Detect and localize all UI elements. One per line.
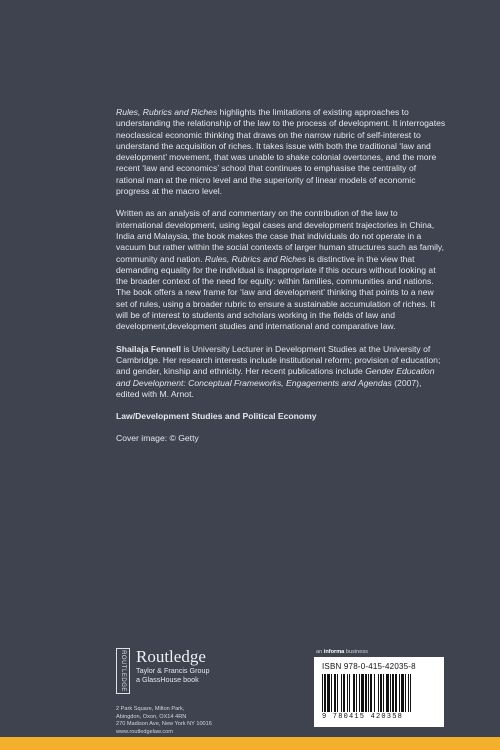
barcode-digits: 9 780415 420358 (322, 713, 404, 721)
book-title-inline: Rules, Rubrics and Riches (204, 253, 307, 264)
author-bio-text: is University Lecturer in Development Studies at the University of Cambridge. Her research interests include institutional reform; provision of education; and gender, kinship and ethnicity. Her recent publications include (116, 343, 441, 377)
author-bio (116, 344, 446, 400)
routledge-logo (116, 648, 212, 694)
informa-prefix: an (316, 649, 324, 655)
blurb-paragraph-1 (116, 107, 446, 197)
publisher-address (116, 706, 212, 736)
subject-category: Law/Development Studies and Political Economy (116, 411, 317, 422)
publisher-name: Routledge (136, 647, 206, 666)
blurb-text: Written as an analysis of and commentary on the contribution of the law to international development, using legal cases and development trajectories in China, India and Malaysia, the book makes the case that individuals do not operate in a vacuum but rather within the social contexts of larger human structures such as family, community and nation. (116, 208, 444, 264)
book-title-inline: Rules, Rubrics and Riches (116, 107, 218, 117)
blurb-text: is distinctive in the view that demanding equality for the individual is inappropriate if this occurs without looking at the broader context of the need for equity: within families, communities and nations. The book offers a new frame for ‘law and development’ thinking that points to a new set of rules, using a broader rubric to ensure a sustainable accumulation of riches. It will be of interest to students and scholars working in the fields of law and development,development studies and international and comparative law. (116, 253, 436, 332)
author-bio-text: (2007), edited with M. Arnot. (116, 377, 422, 399)
author-publication: Gender Education and Development: Conceptual Frameworks, Engagements and Agendas (116, 366, 435, 388)
barcode-panel (314, 657, 444, 727)
publisher-website: www.routledgelaw.com (116, 728, 173, 735)
publisher-block (116, 648, 212, 736)
routledge-logo-mark (116, 648, 130, 694)
logo-vertical-text: ROUTLEDGE (120, 650, 126, 692)
informa-brand: informa (323, 649, 345, 655)
publisher-imprint: a GlassHouse book (136, 675, 199, 684)
publisher-group: Taylor & Francis Group (136, 666, 210, 675)
address-line: 270 Madison Ave, New York NY 10016 (116, 721, 212, 728)
back-cover-text (116, 107, 446, 456)
address-line: Abingdon, Oxon, OX14 4RN (116, 713, 187, 720)
informa-suffix: business (344, 649, 368, 655)
blurb-text: highlights the limitations of existing approaches to understanding the relationship of the law to the process of development. It interrogates neoclassical economic thinking that draws on the narrow rubric of self-interest to understand the acquisition of riches. It takes issue with both the traditional ‘law and development’ movement, that was unable to shake colonial overtones, and the more recent ‘law and economics’ school that continues to emphasise the centrality of rational man at the micro level and the superiority of linear models of economic progress at the macro level. (116, 107, 446, 197)
cover-credit: Cover image: © Getty (116, 433, 199, 444)
bottom-color-band (0, 737, 500, 750)
blurb-paragraph-2 (116, 208, 446, 332)
informa-business-label (316, 649, 368, 655)
isbn-text: ISBN 978-0-415-42035-8 (322, 662, 416, 671)
address-line: 2 Park Square, Milton Park, (116, 706, 185, 712)
author-name: Shailaja Fennell (116, 343, 181, 354)
barcode-image (322, 674, 436, 712)
